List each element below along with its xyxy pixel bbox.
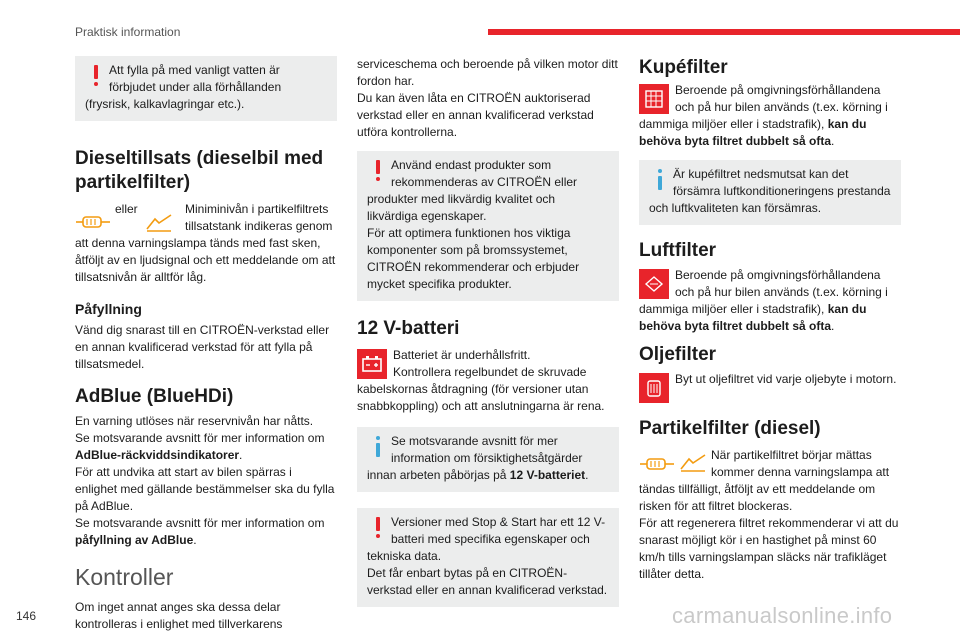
warning-box-stop-start <box>357 508 619 607</box>
diesel-additive-paragraph <box>75 201 337 286</box>
adblue-text-3: För att undvika att start av bilen spärras i enlighet med gällande bestämmelser ska du fylla på AdBlue. <box>75 465 335 513</box>
kupe-paragraph <box>639 82 901 150</box>
column-2 <box>357 56 619 619</box>
luft-paragraph <box>639 267 901 335</box>
additive-level-warning-icon <box>679 453 707 473</box>
section-heading-oljefilter: Oljefilter <box>639 344 717 365</box>
eller-label: eller <box>115 202 138 216</box>
info-text: Se motsvarande avsnitt för mer information om försiktighetsåtgärder innan arbeten påbörjas på 12 V-batteriet. <box>367 434 589 482</box>
adblue-text-1: En varning utlöses när reservnivån har nåtts. <box>75 414 314 428</box>
partikel-text-1: När partikelfiltret börjar mättas kommer denna varningslampa att <box>711 448 890 479</box>
partikel-paragraph <box>639 447 901 583</box>
running-header: Praktisk information <box>75 25 181 39</box>
section-heading-kupefilter: Kupéfilter <box>639 57 728 78</box>
partikel-text-3: För att regenerera filtret rekommenderar vi att du snarast möjligt kör i en hastighet på minst 60 km/h tills varningslampan släcks när trafikläget tillåter detta. <box>639 516 899 581</box>
luft-text: Beroende på omgivningsförhållandena och på hur bilen används (t.ex. körning i dammiga miljöer eller i stadstrafik), kan du behöva byta filtret dubbelt så ofta. <box>639 268 888 333</box>
battery-text-1: Batteriet är underhållsfritt. <box>393 348 531 362</box>
kontroller-continued-1: serviceschema och beroende på vilken motor ditt fordon har. <box>357 57 618 88</box>
info-box-battery <box>357 427 619 492</box>
warning-text-a: Versioner med Stop & Start har ett 12 V-batteri med specifika egenskaper och tekniska data. <box>367 515 606 563</box>
diesel-text-2: att denna varningslampa tänds med fast sken, åtföljt av en ljudsignal och ett meddelande om att tillsatsnivån är alltför låg. <box>75 236 336 284</box>
info-icon <box>367 433 387 463</box>
battery-text-2: Kontrollera regelbundet de skruvade kabelskornas åtdragning (för versioner utan snabbkoppling) och att anslutningarna är rena. <box>357 365 605 413</box>
section-heading-adblue: AdBlue (BlueHDi) <box>75 386 234 407</box>
additive-level-warning-icon <box>145 213 173 233</box>
info-text-plain: Se motsvarande avsnitt för mer information om försiktighetsåtgärder innan arbeten påbörjas på <box>367 434 583 482</box>
section-heading-partikelfilter: Partikelfilter (diesel) <box>639 418 821 439</box>
info-text: Är kupéfiltret nedsmutsat kan det försämra luftkonditioneringens prestanda och luftkvaliteten kan försämras. <box>649 167 891 215</box>
kupe-text-bold: kan du behöva byta filtret dubbelt så ofta <box>639 117 867 148</box>
kontroller-text: Om inget annat anges ska dessa delar kontrolleras i enlighet med tillverkarens <box>75 600 283 631</box>
adblue-text-4-plain: Se motsvarande avsnitt för mer information om <box>75 516 325 530</box>
warning-text-a: Använd endast produkter som rekommenderas av CITROËN eller produkter med likvärdig kvalitet och likvärdiga egenskaper. <box>367 158 578 223</box>
subheading-pafyllning: Påfyllning <box>75 301 142 317</box>
pafyllning-text: Vänd dig snarast till en CITROËN-verkstad eller en annan kvalificerad verkstad för att fylla på tillsatsmedel. <box>75 323 330 371</box>
air-filter-icon <box>639 269 669 299</box>
cabin-filter-icon <box>639 84 669 114</box>
warning-text-b: Det får enbart bytas på en CITROËN-verkstad eller en annan kvalificerad verkstad. <box>367 566 608 597</box>
section-heading-battery: 12 V-batteri <box>357 318 460 339</box>
kupe-text: Beroende på omgivningsförhållandena och på hur bilen används (t.ex. körning i dammiga miljöer eller i stadstrafik), kan du behöva byta filtret dubbelt så ofta. <box>639 83 888 148</box>
info-text-bold: 12 V-batteriet <box>509 468 586 482</box>
warning-box-products <box>357 151 619 301</box>
luft-text-plain: Beroende på omgivningsförhållandena och på hur bilen används (t.ex. körning i dammiga miljöer eller i stadstrafik), <box>639 268 888 316</box>
adblue-text-4-bold: påfyllning av AdBlue <box>75 533 194 547</box>
info-icon <box>649 166 669 196</box>
warning-box-water <box>75 56 337 121</box>
diesel-text-1: Miniminivån i partikelfiltrets tillsatstank indikeras genom <box>185 202 333 233</box>
adblue-text-2-plain: Se motsvarande avsnitt för mer information om <box>75 431 325 445</box>
section-heading-luftfilter: Luftfilter <box>639 240 717 261</box>
page-number: 146 <box>16 609 37 623</box>
warning-exclamation-icon <box>367 514 387 544</box>
header-accent-bar <box>488 29 960 35</box>
column-1 <box>75 56 337 633</box>
luft-text-bold: kan du behöva byta filtret dubbelt så ofta <box>639 302 867 333</box>
kontroller-continued-2: Du kan även låta en CITROËN auktoriserad verkstad eller en annan kvalificerad verkstad utföra kontrollerna. <box>357 91 594 139</box>
olje-text: Byt ut oljefiltret vid varje oljebyte i motorn. <box>675 372 897 386</box>
particle-filter-warning-icon <box>75 211 111 233</box>
kupe-text-plain: Beroende på omgivningsförhållandena och på hur bilen används (t.ex. körning i dammiga miljöer eller i stadstrafik), <box>639 83 888 131</box>
info-box-cabin-filter <box>639 160 901 225</box>
battery-icon <box>357 349 387 379</box>
warning-exclamation-icon <box>85 62 105 92</box>
watermark: carmanualsonline.info <box>672 603 893 628</box>
olje-paragraph <box>639 371 901 403</box>
adblue-text-2-bold: AdBlue-räckviddsindikatorer <box>75 448 240 462</box>
oil-filter-icon <box>639 373 669 403</box>
warning-text: Att fylla på med vanligt vatten är förbjudet under alla förhållanden (frysrisk, kalkavlagringar etc.). <box>85 63 282 111</box>
warning-text-b: För att optimera funktionen hos viktiga komponenter som på bromssystemet, CITROËN rekommenderar och erbjuder mycket specifika produkter. <box>367 226 580 291</box>
section-heading-kontroller: Kontroller <box>75 564 174 590</box>
warning-exclamation-icon <box>367 157 387 187</box>
battery-paragraph <box>357 347 619 419</box>
adblue-text-4: Se motsvarande avsnitt för mer information om påfyllning av AdBlue. <box>75 516 325 547</box>
section-heading-diesel-additive: Dieseltillsats (dieselbil med partikelfilter) <box>75 148 324 193</box>
column-3 <box>639 56 901 583</box>
particle-filter-warning-icon <box>639 453 675 475</box>
partikel-text-2: tändas tillfälligt, åtföljt av ett meddelande om risken för att filtret blockeras. <box>639 482 876 513</box>
adblue-text-2: Se motsvarande avsnitt för mer information om AdBlue-räckviddsindikatorer. <box>75 431 325 462</box>
